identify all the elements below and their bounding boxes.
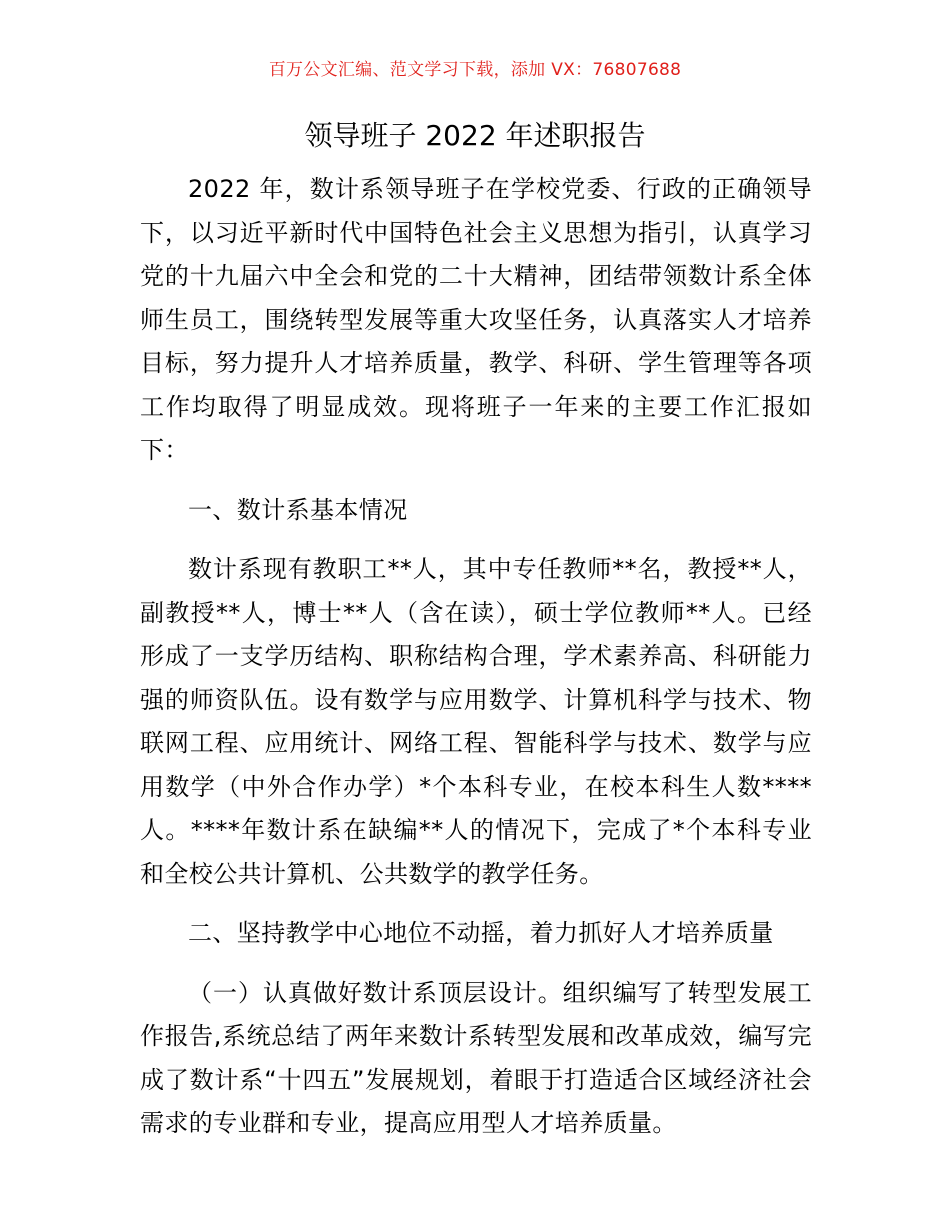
section-heading-2: 二、坚持教学中心地位不动摇，着力抓好人才培养质量 <box>188 919 774 947</box>
document-title: 领导班子 2022 年述职报告 <box>304 119 646 152</box>
section-2-paragraph-1: （一）认真做好数计系顶层设计。组织编写了转型发展工作报告,系统总结了两年来数计系转型发展和改革成效，编写完成了数计系“十四五”发展规划，着眼于打造适合区域经济社会需求的专业群和专业，提高应用型人才培养质量。 <box>140 978 812 1137</box>
section-1-paragraph: 数计系现有教职工**人，其中专任教师**名，教授**人，副教授**人，博士**人（含在读），硕士学位教师**人。已经形成了一支学历结构、职称结构合理，学术素养高、科研能力强的师资队伍。设有数学与应用数学、计算机科学与技术、物联网工程、应用统计、网络工程、智能科学与技术、数学与应用数学（中外合作办学）*个本科专业，在校本科生人数****人。****年数计系在缺编**人的情况下，完成了*个本科专业和全校公共计算机、公共数学的教学任务。 <box>140 555 812 888</box>
document-body <box>140 168 812 1146</box>
intro-paragraph: 2022 年，数计系领导班子在学校党委、行政的正确领导下，以习近平新时代中国特色社会主义思想为指引，认真学习党的十九届六中全会和党的二十大精神，团结带领数计系全体师生员工，围绕转型发展等重大攻坚任务，认真落实人才培养目标，努力提升人才培养质量，教学、科研、学生管理等各项工作均取得了明显成效。现将班子一年来的主要工作汇报如下： <box>140 175 812 464</box>
section-heading-1: 一、数计系基本情况 <box>188 495 408 524</box>
header-watermark-note: 百万公文汇编、范文学习下载，添加 VX：76807688 <box>268 60 682 80</box>
